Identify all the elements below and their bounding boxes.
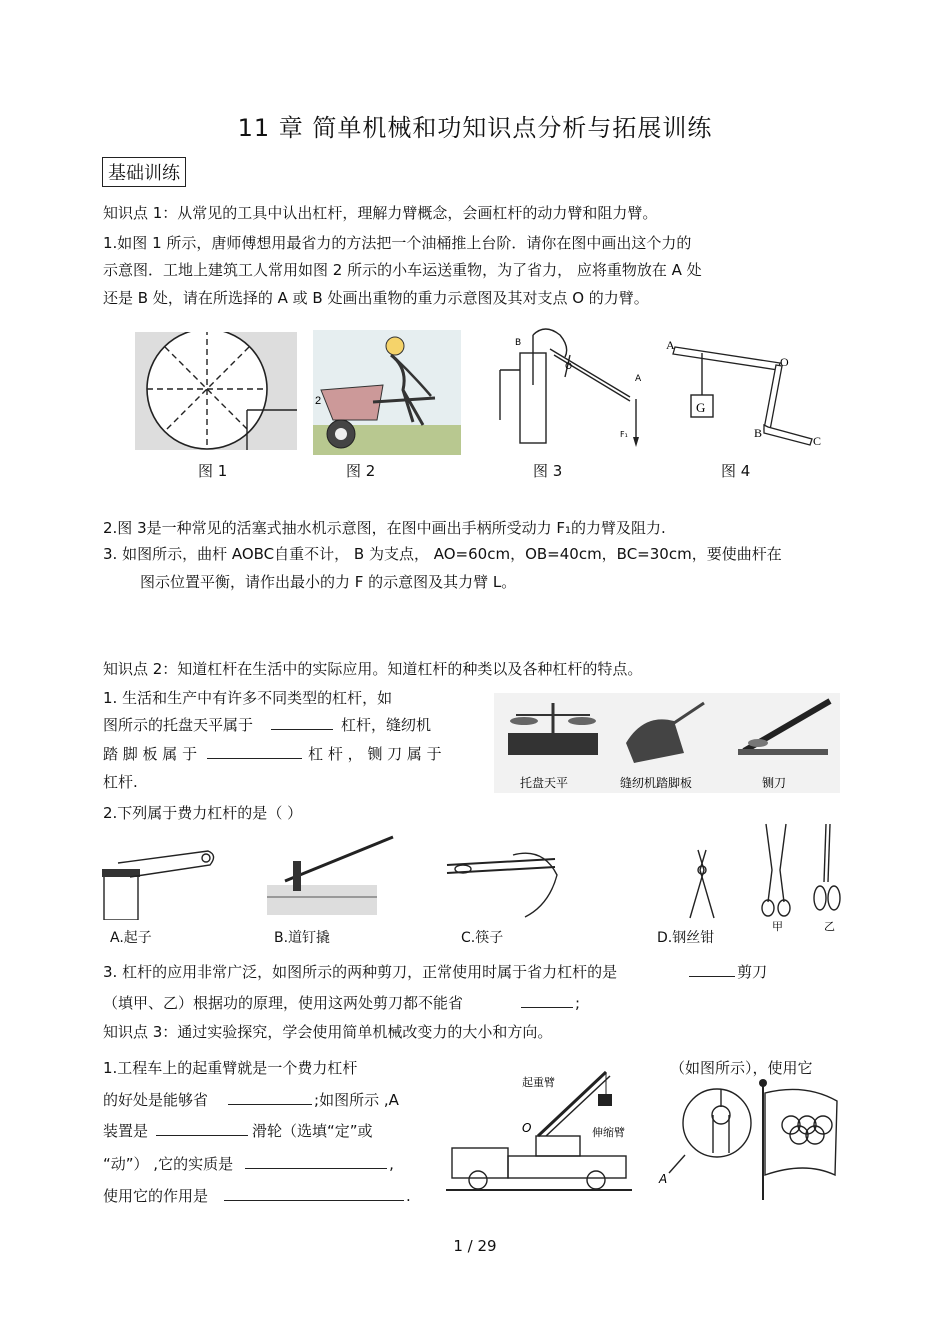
scissors-pair [758, 822, 848, 937]
kp2-q1-line2: 图所示的托盘天平属于 杠杆，缝纫机 [103, 716, 432, 734]
kp2-heading: 知识点 2：知道杠杆在生活中的实际应用。知道杠杆的种类以及各种杠杆的特点。 [103, 660, 643, 678]
option-a-label: A.起子 [110, 930, 152, 946]
kp1-q3-line2: 图示位置平衡，请作出最小的力 F 的示意图及其力臂 L。 [140, 573, 517, 591]
option-c-chopsticks [445, 845, 565, 920]
page-number: 1 / 29 [453, 1237, 497, 1255]
kp2-q1-line4: 杠杆. [103, 773, 138, 791]
kp3-q1-line4: “动”） ,它的实质是 , [103, 1155, 394, 1173]
figure-2-wheelbarrow [313, 330, 461, 455]
fig3-label-a: A [635, 374, 642, 384]
scissor-label-jia: 甲 [772, 920, 783, 933]
kp3-q1-line5: 使用它的作用是 . [103, 1187, 411, 1205]
option-d-pliers [676, 848, 726, 920]
kp3-q1-line1: 1.工程车上的起重臂就是一个费力杠杆 [103, 1059, 358, 1077]
photo-caption-guillotine: 铡刀 [762, 776, 787, 790]
kp1-q3-line1: 3. 如图所示，曲杆 AOBC自重不计， B 为支点， AO=60cm，OB=40cm，BC=30cm，要使曲杆在 [103, 545, 782, 563]
option-c-label: C.筷子 [461, 930, 504, 946]
fig3-label-o: O [565, 362, 573, 372]
caption-fig-1: 图 1 [198, 462, 228, 480]
option-b-label: B.道钉撬 [274, 930, 331, 946]
kp1-heading: 知识点 1：从常见的工具中认出杠杆，理解力臂概念，会画杠杆的动力臂和阻力臂。 [103, 204, 658, 222]
fig4-label-c: C [813, 434, 822, 448]
crane-label-boom: 起重臂 [522, 1076, 555, 1089]
kp1-q1-line1: 1.如图 1 所示，唐师傅想用最省力的方法把一个油桶推上台阶．请你在图中画出这个力的 [103, 234, 692, 252]
crane-truck-figure [446, 1062, 632, 1196]
caption-fig-2: 图 2 [346, 462, 376, 480]
caption-fig-3: 图 3 [533, 462, 563, 480]
kp2-q1-line1: 1. 生活和生产中有许多不同类型的杠杆，如 [103, 689, 393, 707]
kp1-q1-line3: 还是 B 处，请在所选择的 A 或 B 处画出重物的重力示意图及其对支点 O 的力臂。 [103, 289, 649, 307]
kp3-heading: 知识点 3：通过实验探究，学会使用简单机械改变力的大小和方向。 [103, 1023, 553, 1041]
crane-label-o: O [522, 1121, 532, 1135]
photo-caption-pedal: 缝纫机踏脚板 [620, 776, 693, 790]
kp2-q1-line3: 踏 脚 板 属 于 杠 杆 ， 铡 刀 属 于 [103, 745, 442, 763]
kp3-q1-line2: 的好处是能够省 ;如图所示 ,A [103, 1091, 399, 1109]
option-a-bottle-opener [100, 845, 220, 920]
figure-1-oil-drum [135, 332, 297, 450]
scissor-label-yi: 乙 [824, 920, 835, 933]
page-title: 11 章 简单机械和功知识点分析与拓展训练 [237, 114, 713, 142]
flagpole-pulley-figure [655, 1075, 841, 1200]
fig4-label-a: A [666, 338, 675, 352]
figure-3-pump [490, 325, 660, 450]
kp1-q2: 2.图 3是一种常见的活塞式抽水机示意图，在图中画出手柄所受动力 F₁的力臂及阻力. [103, 519, 666, 537]
kp3-q1-line3: 装置是 滑轮（选填“定”或 [103, 1122, 373, 1140]
flag-label-a: A [659, 1172, 668, 1186]
kp2-q3-line1: 3. 杠杆的应用非常广泛，如图所示的两种剪刀，正常使用时属于省力杠杆的是 剪刀 [103, 963, 768, 981]
figure-4-lever [660, 335, 830, 450]
section-label: 基础训练 [102, 157, 186, 187]
fig3-label-b: B [515, 338, 522, 348]
option-d-label: D.钢丝钳 [657, 930, 715, 946]
caption-fig-4: 图 4 [721, 462, 751, 480]
fig4-label-b: B [754, 426, 763, 440]
kp2-q3-line2: （填甲、乙）根据功的原理，使用这两处剪刀都不能省 ; [103, 994, 581, 1012]
photo-caption-balance: 托盘天平 [520, 776, 569, 790]
fig3-label-f1: F₁ [620, 430, 628, 439]
photo-strip-levers [494, 693, 840, 793]
kp1-q1-line2: 示意图．工地上建筑工人常用如图 2 所示的小车运送重物，为了省力， 应将重物放在 A 处 [103, 261, 702, 279]
crane-label-telescopic: 伸缩臂 [592, 1126, 625, 1139]
figure-2-label: 2 [315, 395, 322, 407]
kp3-q1-line1-right: （如图所示），使用它 [670, 1059, 813, 1077]
option-b-crowbar [265, 835, 400, 920]
fig4-label-g: G [696, 400, 706, 415]
kp2-q2: 2.下列属于费力杠杆的是（ ） [103, 804, 303, 822]
fig4-label-o: O [780, 355, 789, 369]
